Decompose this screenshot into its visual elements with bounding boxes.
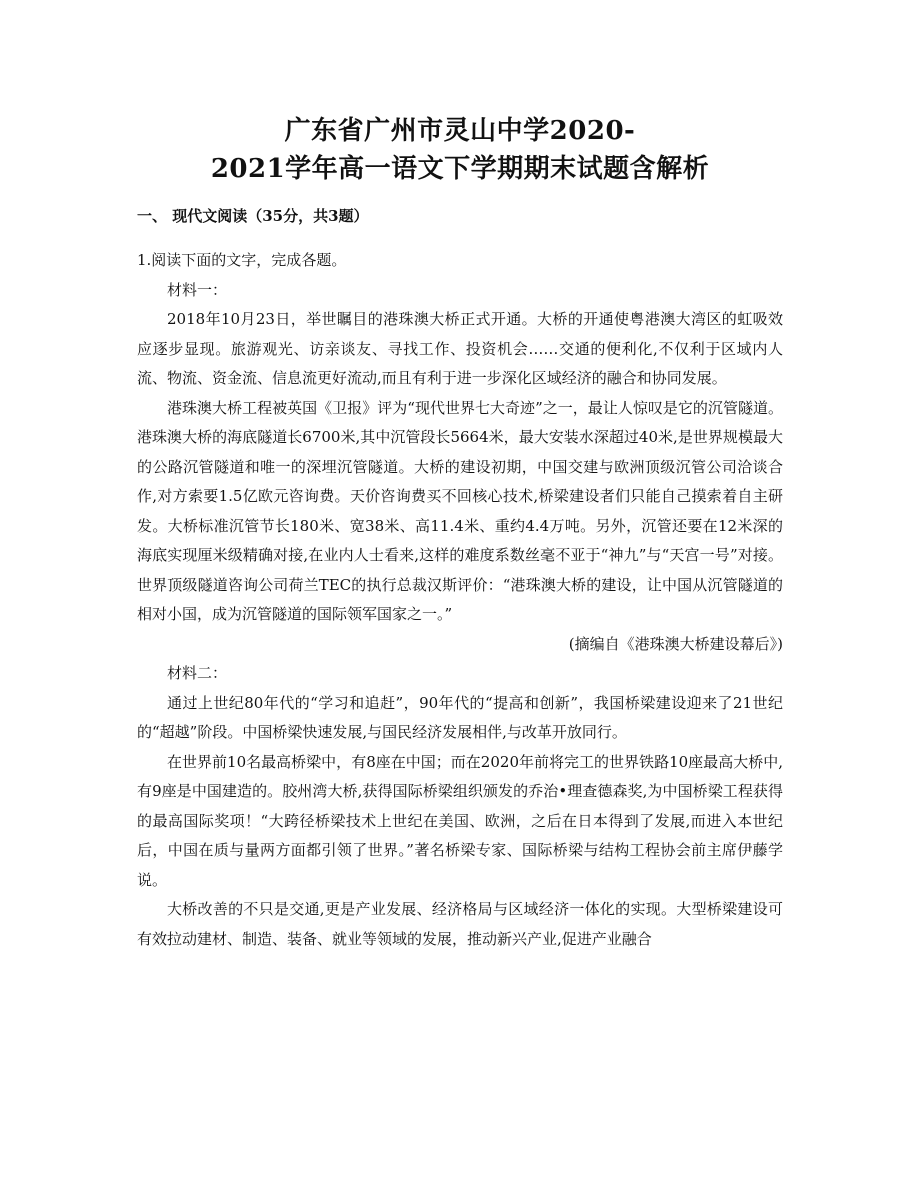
- material2-paragraph-1: 通过上世纪80年代的“学习和追赶”，90年代的“提高和创新”，我国桥梁建设迎来了21世纪的“超越”阶段。中国桥梁快速发展,与国民经济发展相伴,与改革开放同行。: [137, 693, 783, 741]
- material2-paragraph-2: 在世界前10名最高桥梁中，有8座在中国；而在2020年前将完工的世界铁路10座最高大桥中,有9座是中国建造的。胶州湾大桥,获得国际桥梁组织颁发的乔治•理查德森奖,为中国桥梁工程获得的最高国际奖项！“大跨径桥梁技术上世纪在美国、欧洲，之后在日本得到了发展,而进入本世纪后，中国在质与量两方面都引领了世界。”著名桥梁专家、国际桥梁与结构工程协会前主席伊藤学说。: [137, 752, 783, 889]
- material1-source: (摘编自《港珠澳大桥建设幕后》): [568, 634, 783, 653]
- material1-paragraph-1: 2018年10月23日，举世瞩目的港珠澳大桥正式开通。大桥的开通使粤港澳大湾区的虹吸效应逐步显现。旅游观光、访亲谈友、寻找工作、投资机会……交通的便利化,不仅利于区域内人流、物流、资金流、信息流更好流动,而且有利于进一步深化区域经济的融合和协同发展。: [137, 310, 783, 387]
- material2-paragraph-3: 大桥改善的不只是交通,更是产业发展、经济格局与区域经济一体化的实现。大型桥梁建设可有效拉动建材、制造、装备、就业等领域的发展，推动新兴产业,促进产业融合: [137, 900, 783, 948]
- section-heading: 一、 现代文阅读（35分，共3题）: [137, 207, 369, 225]
- document-title-line1: 广东省广州市灵山中学2020-: [284, 116, 636, 146]
- material1-label: 材料一：: [167, 280, 228, 299]
- material1-paragraph-2: 港珠澳大桥工程被英国《卫报》评为“现代世界七大奇迹”之一，最让人惊叹是它的沉管隧道。港珠澳大桥的海底隧道长6700米,其中沉管段长5664米，最大安装水深超过40米,是世界规模最大的公路沉管隧道和唯一的深埋沉管隧道。大桥的建设初期，中国交建与欧洲顶级沉管公司洽谈合作,对方索要1.5亿欧元咨询费。天价咨询费买不回核心技术,桥梁建设者们只能自己摸索着自主研发。大桥标准沉管节长180米、宽38米、高11.4米、重约4.4万吨。另外，沉管还要在12米深的海底实现厘米级精确对接,在业内人士看来,这样的难度系数丝毫不亚于“神九”与“天宫一号”对接。世界顶级隧道咨询公司荷兰TEC的执行总裁汉斯评价：“港珠澳大桥的建设，让中国从沉管隧道的相对小国，成为沉管隧道的国际领军国家之一。”: [137, 398, 783, 623]
- document-title-line2: 2021学年高一语文下学期期末试题含解析: [210, 154, 710, 184]
- material2-label: 材料二：: [167, 664, 228, 682]
- document-body: [137, 246, 783, 954]
- question-intro: 1.阅读下面的文字，完成各题。: [137, 251, 347, 269]
